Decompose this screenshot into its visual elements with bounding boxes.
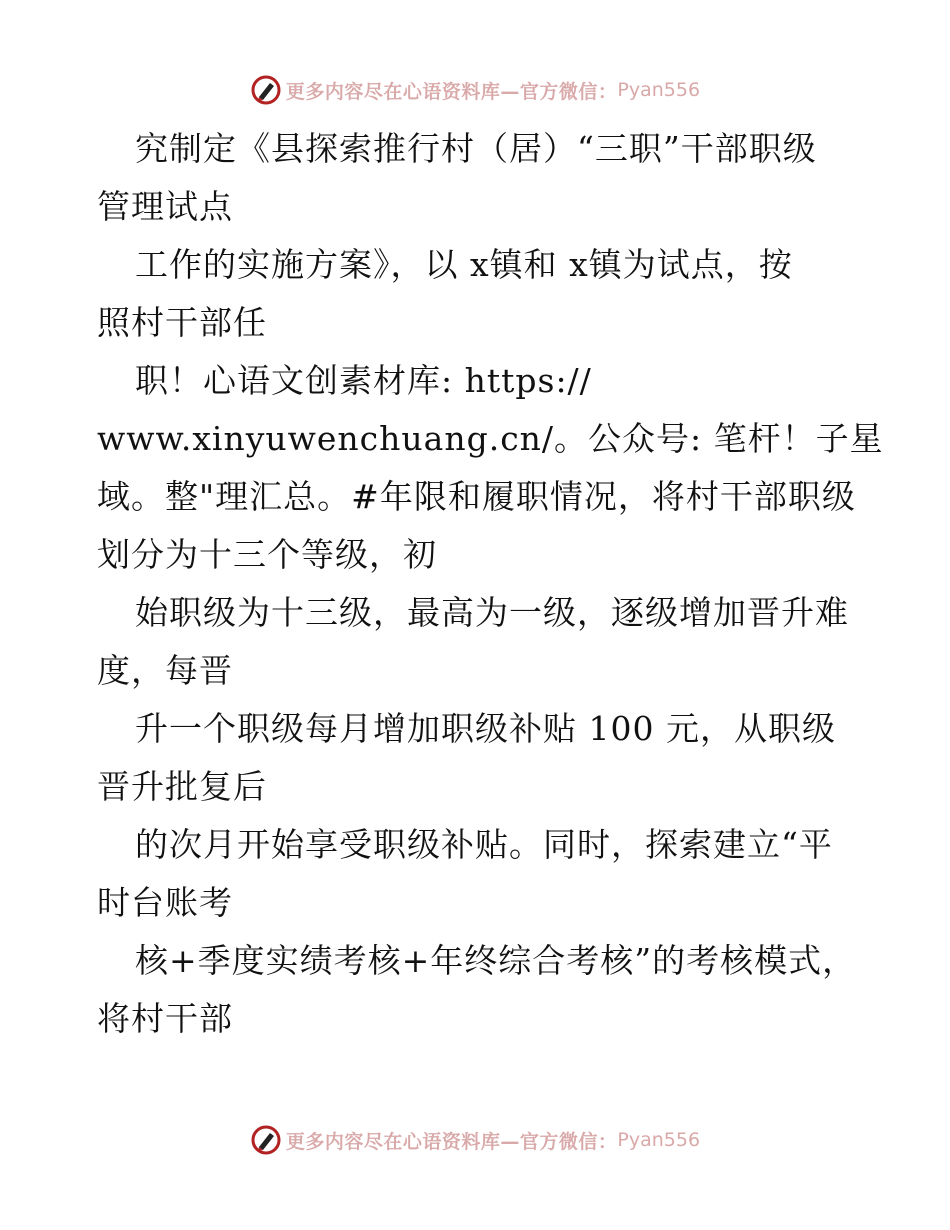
text-line: 将村干部 (97, 999, 233, 1038)
pen-logo-icon (250, 1124, 282, 1156)
text-line: 管理试点 (97, 187, 233, 226)
text-line: 划分为十三个等级，初 (97, 535, 437, 574)
text-line: 照村干部任 (97, 303, 267, 342)
text-line: 度，每晋 (97, 651, 233, 690)
banner-wechat-id: Pyan556 (617, 1129, 701, 1151)
document-body (97, 120, 884, 1048)
text-line: 的次月开始享受职级补贴。同时，探索建立“平 (135, 825, 833, 864)
text-line: 时台账考 (97, 883, 233, 922)
text-line: www.xinyuwenchuang.cn/。公众号: 笔杆！子星 (97, 419, 884, 458)
banner-text: 更多内容尽在心语资料库—官方微信： (285, 80, 618, 103)
text-line: 核+季度实绩考核+年终综合考核”的考核模式， (135, 941, 857, 980)
header-banner (0, 70, 950, 110)
text-line: 升一个职级每月增加职级补贴 100 元，从职级 (135, 709, 836, 748)
text-line: 晋升批复后 (97, 767, 267, 806)
pen-logo-icon (250, 74, 282, 106)
text-line: 工作的实施方案》，以 x镇和 x镇为试点，按 (135, 245, 793, 284)
footer-banner (0, 1120, 950, 1160)
banner-text: 更多内容尽在心语资料库—官方微信： (285, 1130, 618, 1153)
text-line: 始职级为十三级，最高为一级，逐级增加晋升难 (135, 593, 849, 632)
text-line: 域。整"理汇总。#年限和履职情况，将村干部职级 (97, 477, 856, 516)
text-line: 职！心语文创素材库: https:// (135, 361, 592, 400)
banner-wechat-id: Pyan556 (617, 79, 701, 101)
text-line: 究制定《县探索推行村（居）“三职”干部职级 (135, 129, 817, 168)
